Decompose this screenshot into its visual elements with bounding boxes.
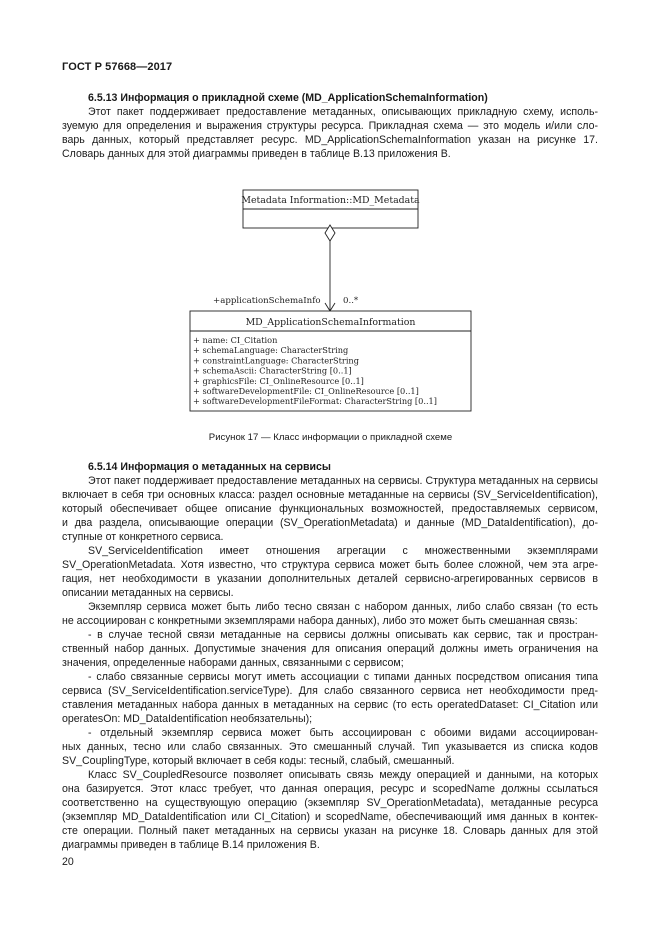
paragraph-line: сте операции. Полный пакет метаданных на сервисы указан на рисунке 18. Словарь данных для этой (62, 825, 598, 837)
paragraph-line: соответственно на существующую операцию (экземпляр SV_OperationMetadata), метаданные ресурса (62, 797, 598, 809)
class-attribute: + constraintLanguage: CharacterString (193, 355, 359, 366)
paragraph-line: ных данных, тесно или слабо связанных. Это смешанный случай. Тип указывается из списка кодов (62, 741, 598, 753)
class-attribute: + schemaAscii: CharacterString [0..1] (193, 365, 352, 376)
paragraph-line: Этот пакет поддерживает предоставление метаданных на сервисы. Структура метаданных на сервисы (88, 475, 598, 487)
paragraph-line: сервиса (SV_ServiceIdentification.serviceType). Для слабо связанного сервиса нет необходимости пред- (62, 685, 598, 697)
paragraph-line: operatesOn: MD_DataIdentification необязательны); (62, 713, 313, 725)
paragraph-line: описании метаданных на сервисы. (62, 587, 234, 599)
paragraph-line: зуемую для определения и выражения структуры ресурса. Прикладная схема — это модель и/или сло- (62, 120, 598, 132)
class-name: MD_ApplicationSchemaInformation (245, 317, 416, 328)
paragraph-line: Экземпляр сервиса может быть либо тесно связан с набором данных, либо слабо связан (то есть (88, 601, 598, 613)
multiplicity-label: 0..* (343, 296, 359, 306)
paragraph-line: и два раздела, описывающие операции (SV_OperationMetadata) и данные (MD_DataIdentification), до- (62, 517, 598, 529)
uml-diagram (0, 0, 661, 440)
paragraph-line: SV_CouplingType, который включает в себя коды: тесный, слабый, смешанный. (62, 755, 455, 767)
paragraph-line: - отдельный экземпляр сервиса может быть ассоциирован с обоими видами ассоциирован- (88, 727, 598, 739)
paragraph-line: который обеспечивает общее описание функциональных возможностей, предоставляемых сервисом, (62, 503, 598, 515)
section-heading-6-5-13: 6.5.13 Информация о прикладной схеме (MD_ApplicationSchemaInformation) (88, 92, 488, 104)
paragraph-line: Словарь данных для этой диаграммы приведен в таблице В.13 приложения В. (62, 148, 451, 160)
paragraph-line: не ассоциирован с конкретными экземплярами набора данных), либо это может быть смешанная связь: (62, 615, 578, 627)
paragraph-line: гация, нет необходимости в указании дополнительных деталей сервисно-агрегированных сервисов в (62, 573, 598, 585)
figure-caption: Рисунок 17 — Класс информации о прикладной схеме (208, 432, 453, 443)
class-attribute: + graphicsFile: CI_OnlineResource [0..1] (193, 375, 364, 386)
paragraph-line: варь данных, который представляет ресурс. MD_ApplicationSchemaInformation указан на рисунке 17. (62, 134, 598, 146)
paragraph-line: значения, определенные наборами данных, связанными с сервисом; (62, 657, 404, 669)
role-name-label: +applicationSchemaInfo (213, 296, 321, 306)
page-number: 20 (62, 856, 74, 868)
paragraph-line: Класс SV_CoupledResource позволяет описывать связь между операцией и данными, на которых (88, 769, 598, 781)
class-attribute: + softwareDevelopmentFile: CI_OnlineResource [0..1] (193, 386, 419, 396)
paragraph-line: Этот пакет поддерживает предоставление метаданных, описывающих прикладную схему, исполь- (88, 106, 598, 118)
paragraph-line: SV_OperationMetadata. Хотя известно, что структура сервиса может быть более сложной, чем эта агре- (62, 559, 598, 571)
document-header: ГОСТ Р 57668—2017 (62, 61, 173, 73)
paragraph-line: (экземпляр MD_DataIdentification или CI_Citation) и scopedName, обеспечивающий имя данных в контек- (62, 811, 598, 823)
class-attribute: + softwareDevelopmentFileFormat: CharacterString [0..1] (193, 396, 437, 407)
class-attribute: + name: CI_Citation (193, 335, 278, 345)
paragraph-line: ственный набор данных. Допустимые значения для описания операций должны иметь ограничения на (62, 643, 598, 655)
class-attribute: + schemaLanguage: CharacterString (193, 345, 349, 356)
paragraph-line: включает в себя три основных класса: раздел основные метаданные на сервисы (SV_ServiceIdentification), (62, 489, 598, 501)
paragraph-line: - в случае тесной связи метаданные на сервисы должны описывать как сервис, так и простран- (88, 629, 598, 641)
paragraph-line: - слабо связанные сервисы могут иметь ассоциации с типами данных посредством описания типа (88, 671, 598, 683)
paragraph-line: диаграммы приведен в таблице В.14 приложения В. (62, 839, 320, 851)
paragraph-line: ставления метаданных набора данных в метаданных на сервис (то есть operatedDataset: CI_Citation или (62, 699, 598, 711)
paragraph-line: ступные от конкретного сервиса. (62, 531, 224, 543)
paragraph-line: она базируется. Этот класс требует, что данная операция, ресурс и scopedName должны ссылаться (62, 783, 598, 795)
section-heading-6-5-14: 6.5.14 Информация о метаданных на сервисы (88, 461, 331, 473)
parent-class-name: Metadata Information::MD_Metadata (241, 195, 420, 206)
paragraph-line: SV_ServiceIdentification имеет отношения агрегации с множественными экземплярами (88, 545, 598, 557)
